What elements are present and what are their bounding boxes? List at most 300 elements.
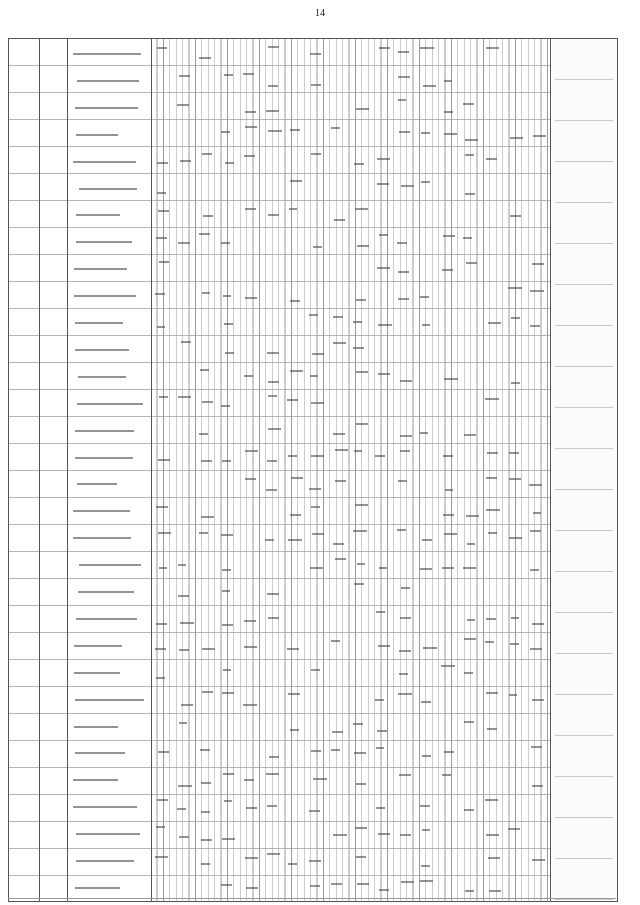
- scanned-cell-marks: [532, 785, 543, 787]
- scanned-cell-marks: [290, 370, 303, 372]
- scanned-cell-marks: [422, 539, 432, 541]
- scanned-cell-marks: [379, 889, 390, 891]
- scanned-cell-marks: [530, 325, 540, 327]
- scanned-cell-marks: [225, 162, 234, 164]
- scanned-cell-marks: [377, 267, 390, 269]
- scanned-cell-marks: [486, 834, 499, 836]
- scanned-cell-marks: [177, 808, 186, 810]
- scanned-cell-marks: [420, 880, 433, 882]
- scanned-cell-marks: [223, 669, 231, 671]
- scanned-cell-marks: [398, 271, 409, 273]
- scanned-cell-marks: [178, 242, 190, 244]
- scanned-cell-marks: [200, 749, 211, 751]
- scanned-cell-marks: [444, 751, 454, 753]
- scanned-cell-marks: [245, 450, 258, 452]
- scanned-cell-marks: [420, 568, 432, 570]
- scanned-cell-marks: [511, 382, 521, 384]
- scanned-cell-marks: [222, 692, 235, 694]
- scanned-cell-marks: [265, 539, 274, 541]
- scanned-cell-marks: [444, 111, 453, 113]
- scanned-cell-marks: [202, 401, 213, 403]
- scanned-cell-marks: [266, 773, 279, 775]
- scanned-cell-marks: [488, 532, 497, 534]
- scanned-cell-marks: [443, 235, 455, 237]
- scanned-address-marks: [74, 645, 122, 647]
- scanned-cell-marks: [244, 375, 252, 377]
- scanned-cell-marks: [158, 751, 170, 753]
- scanned-cell-marks: [178, 564, 187, 566]
- scanned-cell-marks: [309, 810, 320, 812]
- scanned-cell-marks: [310, 375, 318, 377]
- scanned-address-marks: [75, 887, 120, 889]
- scanned-cell-marks: [421, 181, 430, 183]
- scanned-cell-marks: [245, 208, 255, 210]
- scanned-cell-marks: [155, 856, 168, 858]
- scanned-cell-marks: [463, 103, 474, 105]
- scanned-cell-marks: [224, 74, 233, 76]
- scanned-cell-marks: [357, 245, 370, 247]
- scanned-cell-marks: [245, 126, 258, 128]
- scanned-cell-marks: [379, 234, 389, 236]
- scanned-cell-marks: [463, 237, 472, 239]
- scanned-cell-marks: [159, 567, 167, 569]
- scanned-cell-marks: [331, 640, 340, 642]
- scanned-address-marks: [75, 349, 130, 351]
- scanned-cell-marks: [311, 750, 321, 752]
- scanned-cell-marks: [202, 648, 216, 650]
- scanned-cell-marks: [309, 860, 321, 862]
- scanned-address-marks: [76, 833, 141, 835]
- scanned-cell-marks: [290, 514, 300, 516]
- scanned-cell-marks: [530, 530, 541, 532]
- scanned-cell-marks: [244, 155, 255, 157]
- scanned-cell-marks: [310, 885, 321, 887]
- scanned-cell-marks: [375, 455, 385, 457]
- scanned-cell-marks: [443, 514, 454, 516]
- scanned-cell-marks: [420, 47, 434, 49]
- scanned-cell-marks: [378, 645, 390, 647]
- scanned-cell-marks: [509, 537, 522, 539]
- scanned-cell-marks: [356, 371, 369, 373]
- scanned-cell-marks: [268, 395, 277, 397]
- scanned-address-marks: [74, 268, 128, 270]
- scanned-cell-marks: [508, 828, 521, 830]
- scanned-cell-marks: [463, 567, 476, 569]
- scanned-cell-marks: [509, 694, 517, 696]
- scanned-cell-marks: [244, 779, 254, 781]
- scanned-cell-marks: [486, 477, 497, 479]
- scanned-cell-marks: [510, 215, 521, 217]
- scanned-cell-marks: [333, 316, 343, 318]
- scanned-cell-marks: [398, 76, 411, 78]
- scanned-cell-marks: [333, 433, 346, 435]
- scanned-cell-marks: [223, 773, 234, 775]
- scanned-cell-marks: [331, 127, 340, 129]
- scanned-cell-marks: [423, 647, 437, 649]
- scanned-cell-marks: [179, 722, 188, 724]
- scanned-cell-marks: [354, 163, 364, 165]
- scanned-cell-marks: [288, 539, 301, 541]
- scanned-cell-marks: [441, 665, 454, 667]
- scanned-cell-marks: [289, 208, 298, 210]
- scanned-cell-marks: [223, 295, 231, 297]
- scanned-cell-marks: [290, 300, 299, 302]
- scanned-cell-marks: [222, 624, 233, 626]
- capital-repair-schedule-table: [8, 38, 618, 902]
- scanned-address-marks: [76, 134, 118, 136]
- scanned-cell-marks: [266, 489, 277, 491]
- scanned-cell-marks: [224, 800, 233, 802]
- scanned-cell-marks: [222, 460, 232, 462]
- scanned-address-marks: [73, 510, 130, 512]
- scanned-cell-marks: [379, 567, 388, 569]
- scanned-cell-marks: [533, 512, 541, 514]
- scanned-cell-marks: [377, 158, 390, 160]
- scanned-cell-marks: [399, 673, 408, 675]
- scanned-cell-marks: [267, 805, 277, 807]
- scanned-cell-marks: [399, 774, 410, 776]
- scanned-cell-marks: [442, 567, 454, 569]
- scanned-cell-marks: [159, 261, 169, 263]
- scanned-cell-marks: [180, 622, 194, 624]
- scanned-cell-marks: [489, 890, 502, 892]
- scanned-cell-marks: [181, 341, 191, 343]
- scanned-cell-marks: [199, 57, 211, 59]
- scanned-cell-marks: [245, 478, 256, 480]
- scanned-cell-marks: [311, 455, 325, 457]
- scanned-cell-marks: [398, 99, 406, 101]
- scanned-cell-marks: [400, 380, 412, 382]
- scanned-cell-marks: [200, 369, 209, 371]
- scanned-cell-marks: [509, 452, 518, 454]
- scanned-address-marks: [74, 726, 117, 728]
- scanned-cell-marks: [397, 242, 407, 244]
- scanned-address-marks: [77, 80, 139, 82]
- scanned-cell-marks: [356, 299, 366, 301]
- scanned-cell-marks: [464, 672, 473, 674]
- scanned-cell-marks: [222, 569, 231, 571]
- scanned-cell-marks: [530, 290, 544, 292]
- scanned-cell-marks: [356, 783, 366, 785]
- scanned-cell-marks: [397, 529, 406, 531]
- scanned-cell-marks: [401, 881, 414, 883]
- scanned-cell-marks: [221, 534, 233, 536]
- scanned-cell-marks: [246, 887, 257, 889]
- scanned-cell-marks: [467, 543, 476, 545]
- scanned-cell-marks: [422, 755, 431, 757]
- scanned-address-marks: [73, 161, 135, 163]
- scanned-cell-marks: [532, 263, 544, 265]
- scanned-cell-marks: [201, 839, 212, 841]
- scanned-cell-marks: [355, 208, 368, 210]
- scanned-cell-marks: [201, 516, 214, 518]
- table-header-column-rules: [555, 39, 613, 901]
- scanned-cell-marks: [155, 293, 165, 295]
- scanned-cell-marks: [421, 701, 431, 703]
- scanned-cell-marks: [400, 435, 412, 437]
- scanned-cell-marks: [268, 46, 279, 48]
- scanned-cell-marks: [444, 133, 457, 135]
- scanned-cell-marks: [178, 595, 189, 597]
- scanned-address-marks: [76, 860, 134, 862]
- scanned-cell-marks: [332, 731, 342, 733]
- scanned-address-marks: [77, 483, 118, 485]
- scanned-cell-marks: [335, 480, 346, 482]
- scanned-address-marks: [79, 564, 142, 566]
- scanned-cell-marks: [401, 185, 415, 187]
- scanned-cell-marks: [178, 396, 191, 398]
- scanned-cell-marks: [268, 617, 279, 619]
- scanned-cell-marks: [488, 322, 501, 324]
- scanned-cell-marks: [290, 729, 299, 731]
- scanned-cell-marks: [464, 638, 476, 640]
- scanned-cell-marks: [465, 890, 474, 892]
- scanned-cell-marks: [443, 455, 453, 457]
- scanned-cell-marks: [331, 749, 340, 751]
- scanned-address-marks: [73, 537, 130, 539]
- scanned-cell-marks: [444, 378, 458, 380]
- scanned-cell-marks: [445, 489, 453, 491]
- scanned-cell-marks: [244, 646, 256, 648]
- scanned-cell-marks: [420, 805, 429, 807]
- scanned-cell-marks: [333, 342, 346, 344]
- scanned-cell-marks: [354, 583, 364, 585]
- scanned-address-marks: [74, 295, 136, 297]
- scanned-address-marks: [73, 806, 136, 808]
- scanned-cell-marks: [376, 747, 385, 749]
- scanned-cell-marks: [400, 834, 411, 836]
- scanned-cell-marks: [355, 827, 367, 829]
- scanned-cell-marks: [398, 298, 409, 300]
- scanned-cell-marks: [398, 693, 412, 695]
- scanned-cell-marks: [201, 460, 212, 462]
- scanned-cell-marks: [488, 857, 500, 859]
- scanned-cell-marks: [529, 484, 542, 486]
- scanned-cell-marks: [379, 47, 390, 49]
- scanned-cell-marks: [267, 593, 279, 595]
- scanned-address-marks: [78, 376, 126, 378]
- scanned-cell-marks: [267, 352, 278, 354]
- scanned-cell-marks: [177, 104, 189, 106]
- scanned-cell-marks: [266, 110, 279, 112]
- scanned-cell-marks: [375, 699, 384, 701]
- scanned-cell-marks: [486, 692, 498, 694]
- scanned-cell-marks: [158, 459, 170, 461]
- scanned-cell-marks: [288, 863, 297, 865]
- scanned-cell-marks: [398, 51, 409, 53]
- scanned-cell-marks: [201, 811, 210, 813]
- scanned-cell-marks: [156, 506, 168, 508]
- scanned-cell-marks: [508, 287, 522, 289]
- scanned-cell-marks: [532, 859, 545, 861]
- scanned-cell-marks: [486, 618, 495, 620]
- scanned-cell-marks: [202, 292, 210, 294]
- scanned-cell-marks: [423, 85, 436, 87]
- scanned-cell-marks: [531, 746, 541, 748]
- scanned-cell-marks: [356, 423, 368, 425]
- scanned-cell-marks: [311, 506, 320, 508]
- page-number: 14: [315, 8, 325, 19]
- scanned-cell-marks: [245, 111, 257, 113]
- scanned-cell-marks: [353, 347, 364, 349]
- scanned-cell-marks: [333, 834, 346, 836]
- scanned-cell-marks: [224, 323, 232, 325]
- scanned-cell-marks: [442, 774, 451, 776]
- scanned-cell-marks: [334, 219, 345, 221]
- scanned-cell-marks: [199, 532, 208, 534]
- scanned-cell-marks: [268, 85, 278, 87]
- scanned-cell-marks: [246, 807, 257, 809]
- scanned-cell-marks: [157, 799, 168, 801]
- scanned-cell-marks: [178, 785, 192, 787]
- scanned-cell-marks: [487, 728, 497, 730]
- scanned-cell-marks: [335, 558, 346, 560]
- scanned-cell-marks: [333, 543, 344, 545]
- scanned-cell-marks: [378, 324, 392, 326]
- scanned-cell-marks: [510, 137, 523, 139]
- scanned-cell-marks: [268, 130, 282, 132]
- scanned-cell-marks: [354, 450, 362, 452]
- scanned-cell-marks: [180, 160, 191, 162]
- scanned-cell-marks: [464, 809, 474, 811]
- scanned-address-marks: [76, 618, 138, 620]
- scanned-cell-marks: [267, 460, 278, 462]
- scanned-cell-marks: [313, 246, 322, 248]
- scanned-cell-marks: [311, 669, 320, 671]
- scanned-cell-marks: [486, 158, 497, 160]
- scanned-address-marks: [76, 214, 121, 216]
- scanned-cell-marks: [530, 648, 542, 650]
- scanned-cell-marks: [199, 433, 207, 435]
- scanned-cell-marks: [355, 504, 368, 506]
- scanned-cell-marks: [533, 135, 546, 137]
- scanned-cell-marks: [376, 807, 386, 809]
- scanned-cell-marks: [487, 452, 498, 454]
- scanned-cell-marks: [291, 477, 303, 479]
- scanned-address-marks: [75, 107, 139, 109]
- scanned-cell-marks: [331, 883, 342, 885]
- scanned-cell-marks: [158, 532, 172, 534]
- scanned-cell-marks: [310, 567, 323, 569]
- scanned-cell-marks: [157, 192, 166, 194]
- scanned-cell-marks: [509, 478, 521, 480]
- scanned-address-marks: [73, 779, 118, 781]
- scanned-cell-marks: [511, 317, 520, 319]
- scanned-cell-marks: [312, 533, 324, 535]
- scanned-cell-marks: [530, 569, 539, 571]
- scanned-cell-marks: [357, 563, 365, 565]
- scanned-cell-marks: [309, 314, 318, 316]
- scanned-cell-marks: [222, 838, 236, 840]
- scanned-address-marks: [74, 672, 120, 674]
- scanned-cell-marks: [288, 455, 297, 457]
- scanned-cell-marks: [158, 210, 170, 212]
- scanned-cell-marks: [179, 836, 189, 838]
- scanned-cell-marks: [400, 450, 410, 452]
- scanned-cell-marks: [288, 693, 301, 695]
- scanned-cell-marks: [225, 352, 234, 354]
- table-column-divider: [39, 39, 40, 901]
- scanned-cell-marks: [311, 402, 324, 404]
- scanned-cell-marks: [335, 449, 348, 451]
- scanned-cell-marks: [203, 215, 213, 217]
- scanned-cell-marks: [421, 865, 429, 867]
- scanned-cell-marks: [222, 590, 230, 592]
- scanned-cell-marks: [243, 704, 256, 706]
- scanned-cell-marks: [420, 432, 428, 434]
- scanned-address-marks: [75, 752, 125, 754]
- scanned-cell-marks: [464, 721, 474, 723]
- scanned-cell-marks: [290, 180, 301, 182]
- scanned-cell-marks: [444, 80, 452, 82]
- scanned-cell-marks: [287, 399, 298, 401]
- scanned-cell-marks: [221, 242, 230, 244]
- scanned-cell-marks: [290, 129, 300, 131]
- scanned-cell-marks: [467, 619, 475, 621]
- table-header: [550, 39, 617, 901]
- scanned-cell-marks: [400, 617, 411, 619]
- scanned-cell-marks: [310, 53, 321, 55]
- scanned-cell-marks: [287, 648, 299, 650]
- scanned-address-marks: [75, 430, 134, 432]
- scanned-cell-marks: [201, 782, 211, 784]
- scanned-cell-marks: [377, 730, 387, 732]
- scanned-cell-marks: [268, 428, 282, 430]
- scanned-cell-marks: [269, 756, 279, 758]
- scanned-cell-marks: [356, 108, 369, 110]
- scanned-cell-marks: [532, 623, 544, 625]
- scanned-cell-marks: [243, 73, 253, 75]
- scanned-cell-marks: [267, 853, 280, 855]
- scanned-cell-marks: [245, 297, 258, 299]
- scanned-cell-marks: [201, 863, 211, 865]
- scanned-cell-marks: [157, 326, 166, 328]
- scanned-cell-marks: [179, 75, 191, 77]
- scanned-cell-marks: [199, 233, 210, 235]
- scanned-cell-marks: [422, 324, 430, 326]
- scanned-cell-marks: [202, 691, 213, 693]
- scanned-cell-marks: [159, 396, 168, 398]
- scanned-cell-marks: [268, 381, 278, 383]
- scanned-cell-marks: [401, 587, 410, 589]
- scanned-cell-marks: [155, 648, 165, 650]
- scanned-cell-marks: [466, 262, 477, 264]
- scanned-cell-marks: [486, 47, 499, 49]
- scanned-cell-marks: [399, 650, 410, 652]
- scanned-cell-marks: [312, 353, 324, 355]
- scanned-cell-marks: [221, 884, 232, 886]
- scanned-cell-marks: [353, 723, 363, 725]
- scanned-cell-marks: [532, 699, 544, 701]
- scanned-cell-marks: [157, 47, 166, 49]
- scanned-cell-marks: [399, 131, 410, 133]
- scanned-cell-marks: [181, 704, 193, 706]
- scanned-cell-marks: [511, 617, 520, 619]
- scanned-cell-marks: [309, 488, 321, 490]
- scanned-cell-marks: [245, 857, 257, 859]
- scanned-cell-marks: [466, 515, 479, 517]
- scanned-cell-marks: [486, 509, 500, 511]
- scanned-address-marks: [73, 53, 141, 55]
- page-bottom-rule: [8, 898, 616, 899]
- scanned-address-marks: [76, 241, 132, 243]
- scanned-address-marks: [75, 322, 122, 324]
- scanned-cell-marks: [464, 434, 475, 436]
- scanned-cell-marks: [378, 373, 390, 375]
- scanned-cell-marks: [179, 649, 188, 651]
- scanned-cell-marks: [377, 183, 389, 185]
- scanned-cell-marks: [398, 480, 407, 482]
